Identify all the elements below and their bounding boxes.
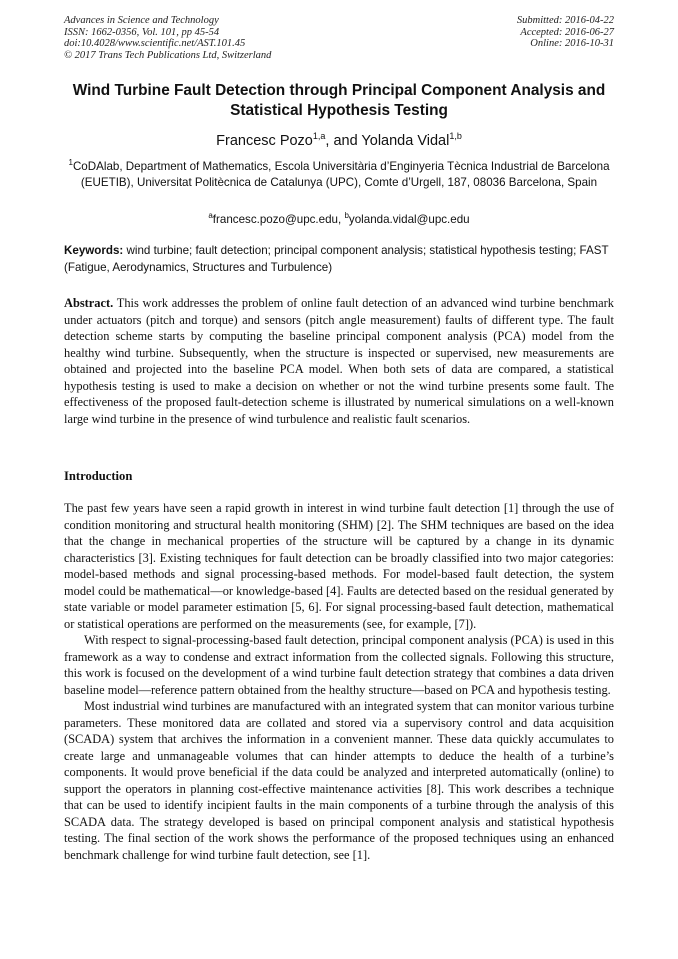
- paragraph: The past few years have seen a rapid growth in interest in wind turbine fault detection [1] through the use of condition monitoring and structural health monitoring (SHM) [2]. The SHM techniques are based on the idea that the change in mechanical properties of the structure will be captured by a change in its dynamic characteristics [3]. Existing techniques for fault detection can be broadly classified into two major categories: model-based methods and signal processing-based methods. For model-based fault detection, the system model could be mathematical—or knowledge-based [4]. Faults are detected based on the residual generated by state variable or model parameter estimation [5, 6]. For signal processing-based fault detection, mathematical or statistical operations are performed on the measurements (see, for example, [7]).: [64, 501, 614, 631]
- journal-header-right: [517, 15, 614, 50]
- journal-doi[interactable]: doi:10.4028/www.scientific.net/AST.101.45: [64, 38, 246, 49]
- author-name: Yolanda Vidal: [361, 132, 450, 149]
- author-name: Francesc Pozo: [216, 132, 313, 149]
- journal-name: Advances in Science and Technology: [64, 15, 219, 26]
- author-list: [40, 127, 638, 150]
- affiliation-text: CoDAlab, Department of Mathematics, Escola Universitària d’Enginyeria Tècnica Industrial de Barcelona (EUETIB), Universitat Politècnica de Catalunya (UPC), Comte d’Urgell, 187, 08036 Barcelona, Spain: [72, 159, 610, 190]
- paper-title-line2: Statistical Hypothesis Testing: [230, 102, 448, 119]
- author-emails: [64, 208, 614, 228]
- introduction-body: [64, 500, 614, 863]
- email-link[interactable]: francesc.pozo@upc.edu: [212, 212, 339, 226]
- author-separator: , and: [325, 132, 362, 149]
- paragraph: Most industrial wind turbines are manufactured with an integrated system that can monitor various turbine parameters. These monitored data are collated and stored via a supervisory control and data acquisition (SCADA) system that archives the information in a convenient manner. These data quickly accumulates to create large and unmanageable volumes that can hinder attempts to deduce the health of a turbine’s components. It would prove beneficial if the data could be analyzed and interpreted automatically (online) to support the operators in planning cost-effective maintenance activities [8]. This work describes a technique that can be used to identify incipient faults in the main components of a turbine through the analysis of this SCADA data. The strategy developed is based on principal component analysis and statistical hypothesis testing. The final section of the work shows the performance of the proposed techniques using an enhanced benchmark challenge for wind turbine fault detection, see [1].: [64, 699, 614, 862]
- email-marker: a: [208, 211, 213, 220]
- abstract-label: Abstract.: [64, 296, 114, 310]
- abstract: [64, 295, 614, 427]
- journal-copyright: © 2017 Trans Tech Publications Ltd, Switzerland: [64, 49, 272, 61]
- online-date: Online: 2016-10-31: [530, 38, 614, 49]
- abstract-text: This work addresses the problem of online fault detection of an advanced wind turbine benchmark under actuators (pitch and torque) and sensors (pitch angle measurement) faults of different type. The fault detection scheme starts by computing the baseline principal component analysis (PCA) model from the healthy wind turbine. Subsequently, when the structure is inspected or supervised, new measurements are obtained and projected into the baseline PCA model. When both sets of data are compared, a statistical hypothesis testing is used to make a decision on whether or not the wind turbine presents some fault. The effectiveness of the proposed fault-detection scheme is illustrated by numerical simulations on a well-known large wind turbine in the presence of wind turbulence and realistic fault scenarios.: [64, 296, 614, 426]
- section-heading-introduction: Introduction: [64, 469, 133, 483]
- affiliation: [64, 155, 614, 192]
- submitted-date: Submitted: 2016-04-22: [516, 15, 614, 26]
- author-affiliation-marker: 1,b: [449, 131, 462, 141]
- accepted-date: Accepted: 2016-06-27: [520, 26, 614, 38]
- keywords: [64, 243, 614, 276]
- author-affiliation-marker: 1,a: [312, 131, 326, 141]
- journal-header-left: [64, 15, 271, 61]
- keywords-text: wind turbine; fault detection; principal component analysis; statistical hypothesis testing; FAST (Fatigue, Aerodynamics, Structures and Turbulence): [64, 244, 609, 274]
- affiliation-marker: 1: [68, 158, 73, 167]
- journal-issn: ISSN: 1662-0356, Vol. 101, pp 45-54: [64, 26, 220, 38]
- keywords-label: Keywords:: [64, 244, 124, 257]
- email-link[interactable]: yolanda.vidal@upc.edu: [348, 212, 470, 226]
- paragraph: With respect to signal-processing-based fault detection, principal component analysis (PCA) is used in this framework as a way to condense and extract information from the collected signals. Following this structure, this work is focused on the development of a wind turbine fault detection strategy that combines a data driven baseline model—reference pattern obtained from the healthy structure—based on PCA and hypothesis testing.: [64, 633, 614, 697]
- email-separator: ,: [338, 212, 345, 226]
- paper-title-line1: Wind Turbine Fault Detection through Principal Component Analysis and: [72, 82, 606, 99]
- email-marker: b: [344, 211, 349, 220]
- paper-title: [40, 81, 638, 121]
